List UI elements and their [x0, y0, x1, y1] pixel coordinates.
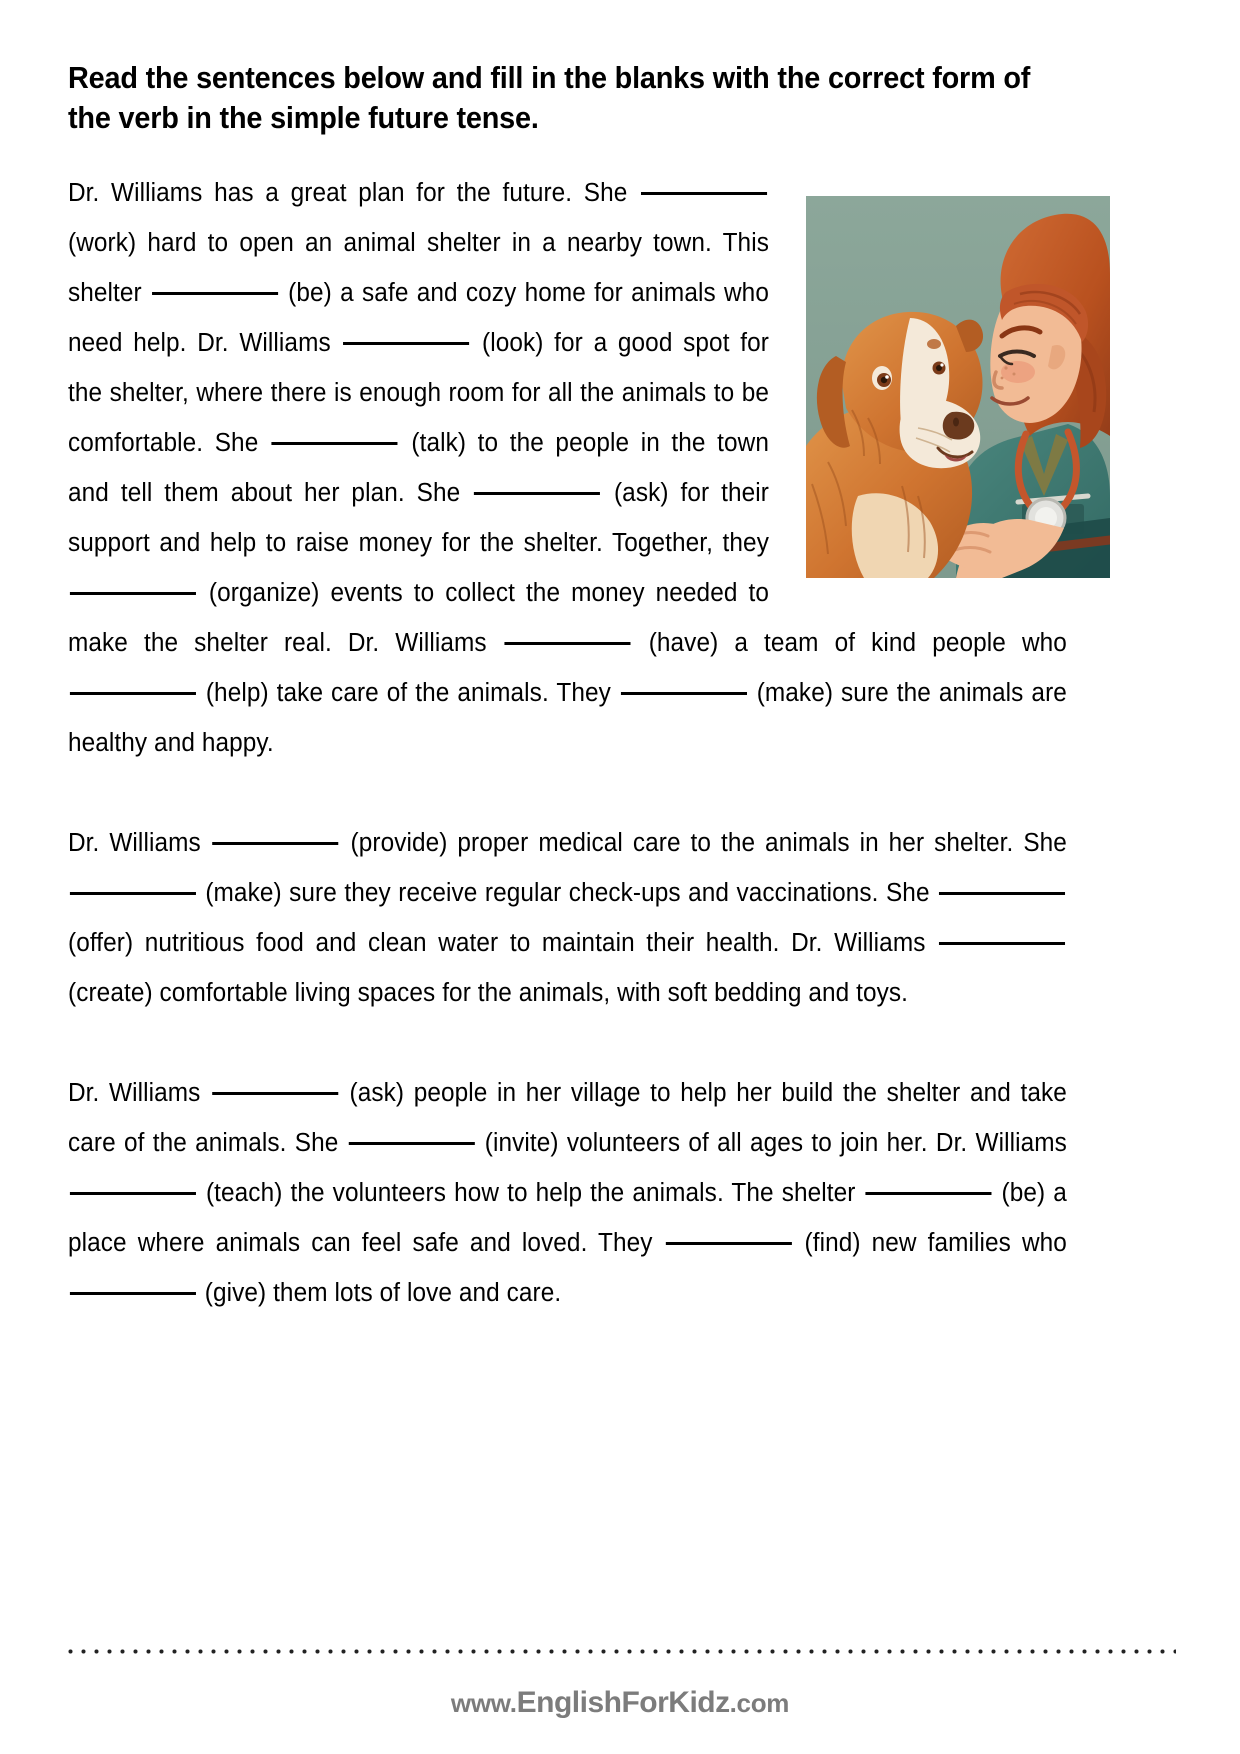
footer-dotted-divider: [64, 1648, 1176, 1655]
answer-blank[interactable]: [70, 1168, 196, 1195]
answer-blank[interactable]: [212, 1068, 338, 1095]
answer-blank[interactable]: [343, 318, 469, 345]
answer-blank[interactable]: [865, 1168, 991, 1195]
answer-blank[interactable]: [213, 818, 339, 845]
answer-blank[interactable]: [272, 418, 398, 445]
footer-url-domain: EnglishForKidz: [516, 1686, 730, 1719]
paragraph-3: Dr. Williams (ask) people in her village to help her build the shelter and take care of the animals. She (invite) volunteers of all ages to join her. Dr. Williams (teach) the volunteers how to help the animals. The shelter (be) a place where animals can feel safe and loved. They (find) new families who (give) them lots of love and care.: [68, 1068, 1067, 1318]
paragraph-1: Dr. Williams has a great plan for the future. She (work) hard to open an animal shelter in a nearby town. This shelter (be) a safe and cozy home for animals who need help. Dr. Williams (look) for a good spot for the shelter, where there is enough room for all the animals to be comfortable. She (talk) to the people in the town and tell them about her plan. She (ask) for their support and help to raise money for the shelter. Together, they (organize) events to collect the money needed to make the shelter real. Dr. Williams (have) a team of kind people who (help) take care of the animals. They (make) sure the animals are healthy and happy.: [68, 168, 1067, 768]
answer-blank[interactable]: [70, 868, 196, 895]
answer-blank[interactable]: [70, 668, 196, 695]
answer-blank[interactable]: [70, 568, 196, 595]
footer-website-url: [0, 1686, 1240, 1720]
paragraph-gap: [68, 1018, 1114, 1068]
paragraph-gap: [68, 768, 1114, 818]
footer-url-tld: .com: [729, 1688, 790, 1718]
answer-blank[interactable]: [939, 918, 1065, 945]
answer-blank[interactable]: [70, 1268, 196, 1295]
answer-blank[interactable]: [349, 1118, 475, 1145]
answer-blank[interactable]: [505, 618, 631, 645]
answer-blank[interactable]: [666, 1218, 792, 1245]
footer-url-www: www.: [450, 1688, 517, 1718]
answer-blank[interactable]: [474, 468, 600, 495]
paragraph-2: Dr. Williams (provide) proper medical care to the animals in her shelter. She (make) sure they receive regular check-ups and vaccinations. She (offer) nutritious food and clean water to maintain their health. Dr. Williams (create) comfortable living spaces for the animals, with soft bedding and toys.: [68, 818, 1067, 1018]
page-title: Read the sentences below and fill in the blanks with the correct form of the verb in the simple future tense.: [68, 60, 1031, 135]
answer-blank[interactable]: [621, 668, 747, 695]
answer-blank[interactable]: [641, 168, 767, 195]
answer-blank[interactable]: [939, 868, 1065, 895]
worksheet-body: [68, 168, 1114, 1318]
answer-blank[interactable]: [152, 268, 278, 295]
